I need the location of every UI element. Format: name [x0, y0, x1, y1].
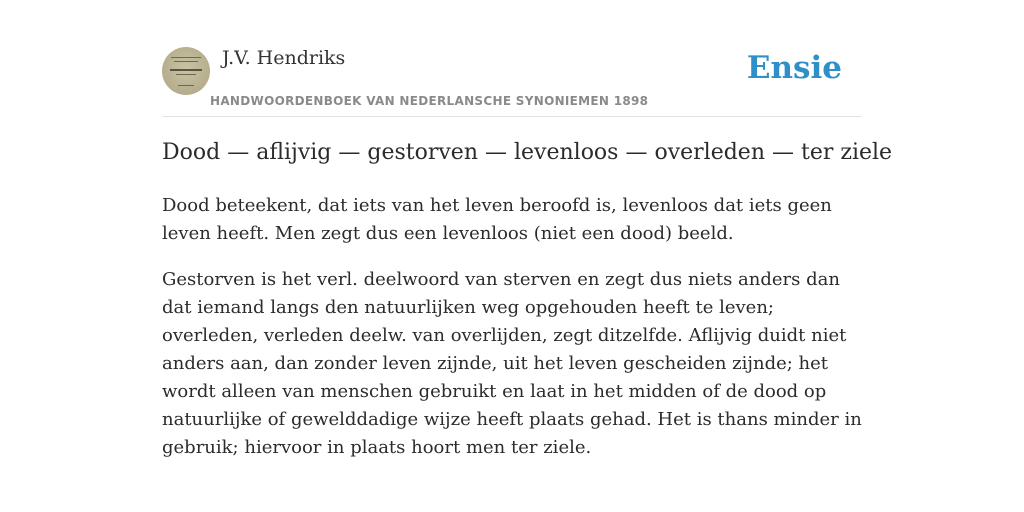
source-title[interactable]: HANDWOORDENBOEK VAN NEDERLANSCHE SYNONIEMEN 1898: [210, 94, 649, 108]
page-title: Dood — aflijvig — gestorven — levenloos — overleden — ter ziele: [162, 140, 893, 165]
paragraph: Dood beteekent, dat iets van het leven beroofd is, levenloos dat iets geen leven heeft. Men zegt dus een levenloos (niet een dood) beeld.: [162, 195, 832, 244]
brand-logo[interactable]: Ensie: [746, 50, 842, 86]
header: [162, 46, 862, 117]
author-name[interactable]: J.V. Hendriks: [222, 47, 346, 69]
article-body: [162, 192, 867, 480]
book-cover-icon: [162, 47, 210, 95]
paragraph: Gestorven is het verl. deelwoord van sterven en zegt dus niets anders dan dat iemand langs den natuurlijken weg opgehouden heeft te leven; overleden, verleden deelw. van overlijden, zegt ditzelfde. Aflijvig duidt niet anders aan, dan zonder leven zijnde, uit het leven gescheiden zijnde; het wordt alleen van menschen gebruikt en laat in het midden of de dood op natuurlijke of gewelddadige wijze heeft plaats gehad. Het is thans minder in gebruik; hiervoor in plaats hoort men ter ziele.: [162, 269, 862, 458]
